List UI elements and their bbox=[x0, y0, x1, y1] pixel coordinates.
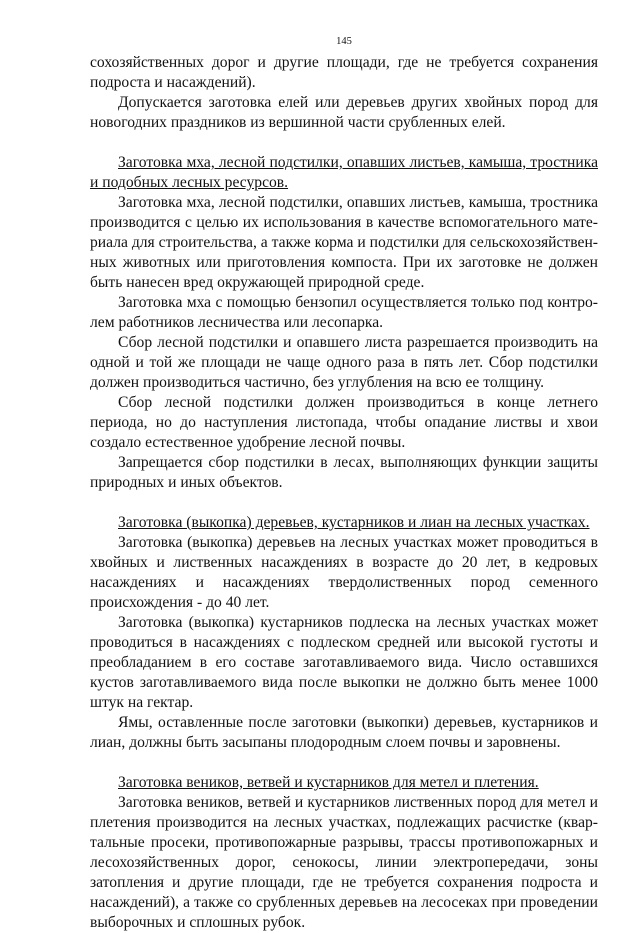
body-paragraph: Заготовка веников, ветвей и кустарников лиственных пород для метел и плетения производится на лесных участках, подлежащих расчистке (квартальные просеки, противопожарные разрывы, трассы противопожарных и лесохозяйственных дорог, сенокосы, линии электропередачи, зоны затопления и другие площади, где не требуется сохранения подроста и насаждений), а также со срубленных деревьев на лесосеках при проведении выборочных и сплошных рубок. bbox=[90, 794, 598, 931]
page-number: 145 bbox=[336, 36, 352, 47]
section-heading: Заготовка (выкопка) деревьев, кустарников и лиан на лесных участках. bbox=[118, 514, 590, 531]
section-spacer bbox=[90, 493, 598, 513]
body-paragraph: Ямы, оставленные после заготовки (выкопки) деревьев, кустарников и лиан, должны быть засыпаны плодородным слоем почвы и заровнены. bbox=[90, 714, 598, 751]
body-paragraph: Заготовка мха, лесной подстилки, опавших листьев, камыша, тростника производится с целью их использования в качестве вспомогательного материала для строительства, а также корма и подстилки для сельскохозяйственных животных или приготовления компоста. При их заготовке не должен быть нанесен вред окружающей природной среде. bbox=[90, 194, 598, 291]
section-spacer bbox=[90, 753, 598, 773]
document-body bbox=[90, 53, 598, 933]
section-heading: Заготовка веников, ветвей и кустарников для метел и плетения. bbox=[118, 774, 539, 791]
body-paragraph: Сбор лесной подстилки и опавшего листа разрешается производить на одной и той же площади не чаще одного раза в пять лет. Сбор подстилки должен производиться частично, без углубления на всю ее толщину. bbox=[90, 334, 598, 391]
continued-paragraph: сохозяйственных дорог и другие площади, где не требуется сохранения подроста и насаждений). bbox=[90, 54, 598, 91]
body-paragraph: Запрещается сбор подстилки в лесах, выполняющих функции защиты природных и иных объектов. bbox=[90, 454, 598, 491]
section-heading: Заготовка мха, лесной подстилки, опавших листьев, камыша, тростника и подобных лесных ресурсов. bbox=[90, 154, 598, 191]
body-paragraph: Заготовка мха с помощью бензопил осуществляется только под контролем работников лесничества или лесопарка. bbox=[90, 294, 598, 331]
body-paragraph: Заготовка (выкопка) деревьев на лесных участках может проводиться в хвойных и лиственных насаждениях в возрасте до 20 лет, в кедровых насаждениях и насаждениях твердолиственных пород семенного происхождения - до 40 лет. bbox=[90, 534, 598, 611]
body-paragraph: Сбор лесной подстилки должен производиться в конце летнего периода, но до наступления листопада, чтобы опадание листвы и хвои создало естественное удобрение лесной почвы. bbox=[90, 394, 598, 451]
body-paragraph: Заготовка (выкопка) кустарников подлеска на лесных участках может проводиться в насаждениях с подлеском средней или высокой густоты и преобладанием в его составе заготавливаемого вида. Число оставшихся кустов заготавливаемого вида после выкопки не должно быть менее 1000 штук на гектар. bbox=[90, 614, 598, 711]
section-spacer bbox=[90, 133, 598, 153]
body-paragraph: Допускается заготовка елей или деревьев других хвойных пород для новогодних праздников из вершинной части срубленных елей. bbox=[90, 94, 598, 131]
